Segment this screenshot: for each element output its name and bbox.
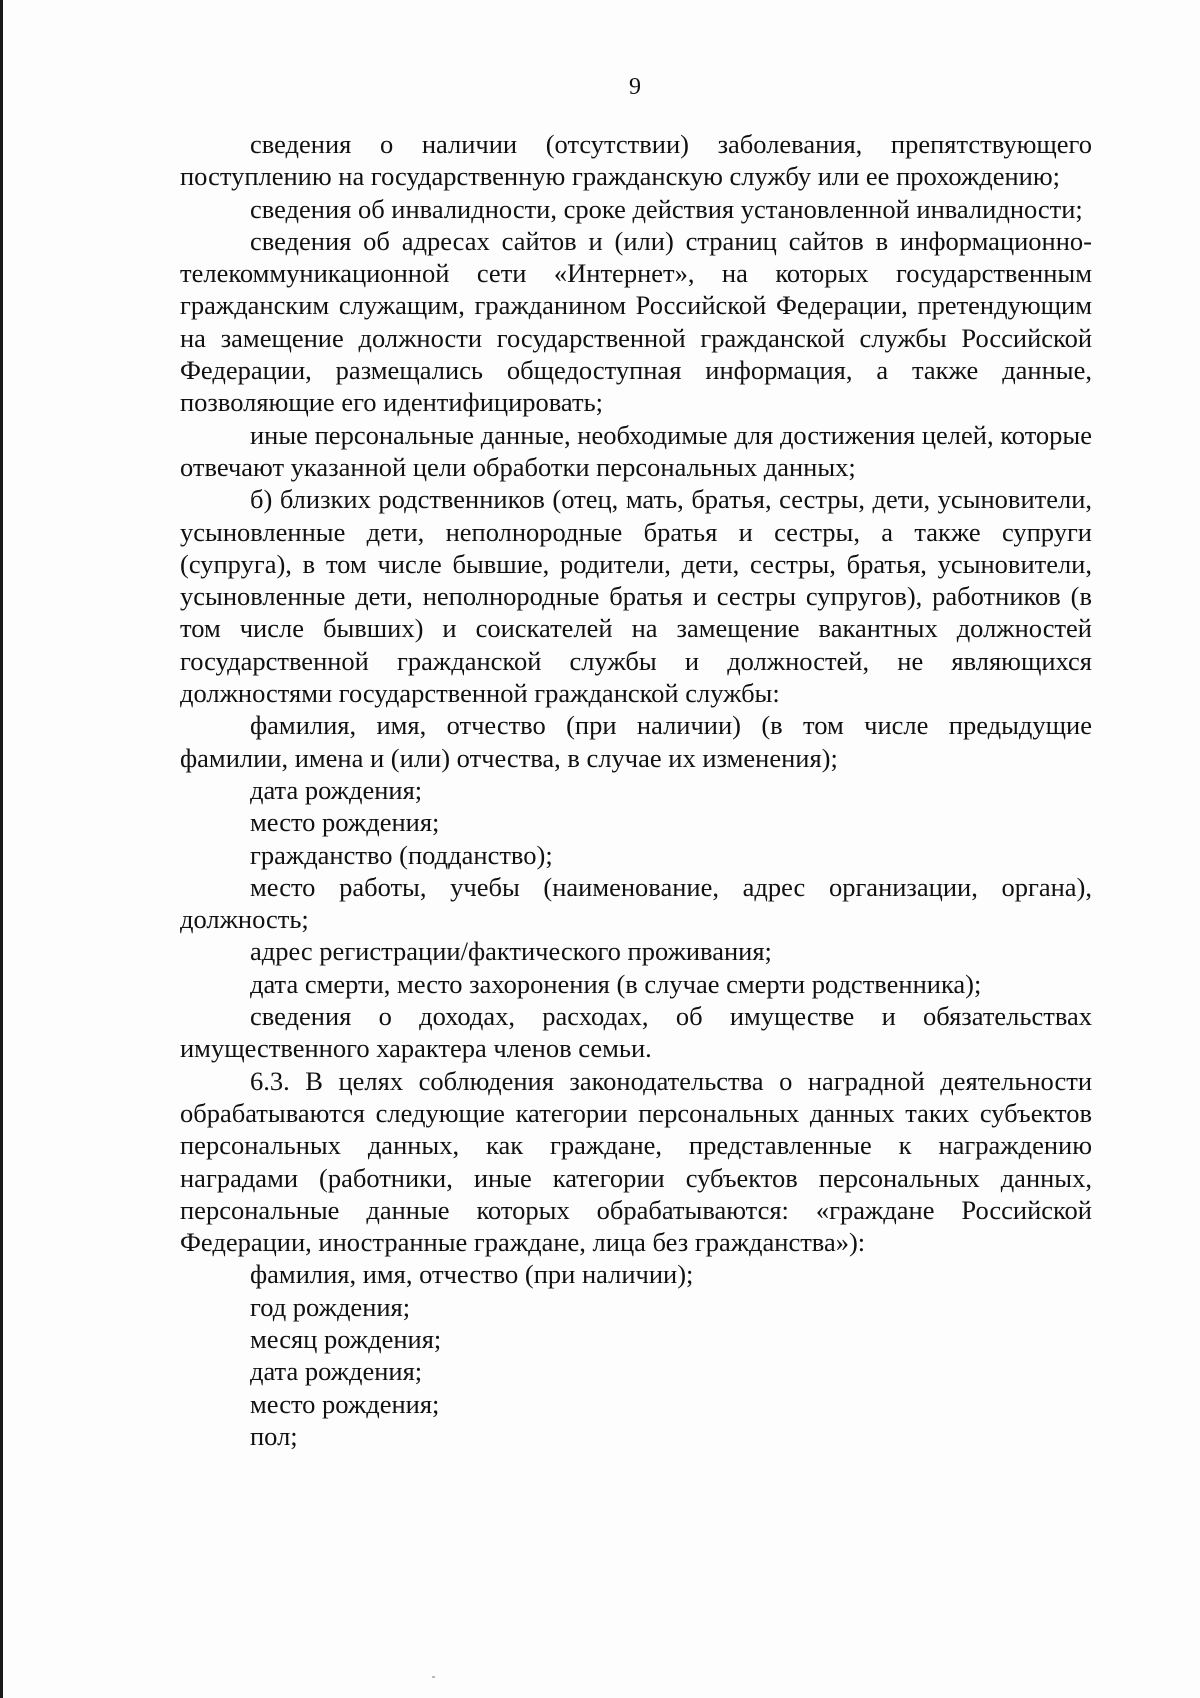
scan-edge	[0, 0, 3, 1698]
paragraph-disability-info: сведения об инвалидности, сроке действия установленной инвалидности;	[250, 193, 1083, 224]
list-item-income-info: сведения о доходах, расходах, об имуществе и обязательствах имущественного характера членов семьи.	[180, 1001, 1092, 1064]
paragraph-section-6-3: 6.3. В целях соблюдения законодательства о наградной деятельности обрабатываются следующие категории персональных данных таких субъектов персональных данных, как граждане, представленные к награждению наградами (работники, иные категории субъектов персональных данных, персональные данные которых обрабатываются: «граждане Российской Федерации, иностранные граждане, лица без гражданства»):	[180, 1065, 1092, 1258]
list-item-award-full-name: фамилия, имя, отчество (при наличии);	[250, 1259, 694, 1290]
list-item-address: адрес регистрации/фактического проживания;	[250, 936, 772, 967]
list-item-sex: пол;	[250, 1420, 298, 1451]
list-item-death-info: дата смерти, место захоронения (в случае смерти родственника);	[250, 968, 982, 999]
list-item-full-name: фамилия, имя, отчество (при наличии) (в том числе предыдущие фамилии, имена и (или) отчества, в случае их изменения);	[180, 710, 1092, 773]
scan-speck	[432, 1676, 435, 1678]
list-item-birth-date: дата рождения;	[250, 774, 423, 805]
list-item-birth-place: место рождения;	[250, 807, 440, 838]
list-item-award-birth-place: место рождения;	[250, 1388, 440, 1419]
paragraph-relatives: б) близких родственников (отец, мать, братья, сестры, дети, усыновители, усыновленные дети, неполнородные братья и сестры, а также супруги (супруга), в том числе бывшие, родители, дети, сестры, братья, усыновители, усыновленные дети, неполнородные братья и сестры супругов), работников (в том числе бывших) и соискателей на замещение вакантных должностей государственной гражданской службы и должностей, не являющихся должностями государственной гражданской службы:	[180, 484, 1092, 709]
document-body	[180, 128, 1092, 1452]
paragraph-website-info: сведения об адресах сайтов и (или) страниц сайтов в информационно-телекоммуникационной сети «Интернет», на которых государственным гражданским служащим, гражданином Российской Федерации, претендующим на замещение должности государственной гражданской службы Российской Федерации, размещались общедоступная информация, а также данные, позволяющие его идентифицировать;	[180, 225, 1092, 418]
page-number: 9	[629, 74, 641, 100]
list-item-workplace: место работы, учебы (наименование, адрес организации, органа), должность;	[180, 871, 1092, 935]
paragraph-other-data: иные персональные данные, необходимые для достижения целей, которые отвечают указанной цели обработки персональных данных;	[180, 419, 1092, 482]
list-item-birth-year: год рождения;	[250, 1291, 411, 1322]
list-item-award-birth-date: дата рождения;	[250, 1356, 423, 1387]
list-item-birth-month: месяц рождения;	[250, 1323, 442, 1354]
paragraph-disease-info: сведения о наличии (отсутствии) заболевания, препятствующего поступлению на государственную гражданскую службу или ее прохождению;	[180, 129, 1092, 192]
list-item-citizenship: гражданство (подданство);	[250, 839, 553, 870]
